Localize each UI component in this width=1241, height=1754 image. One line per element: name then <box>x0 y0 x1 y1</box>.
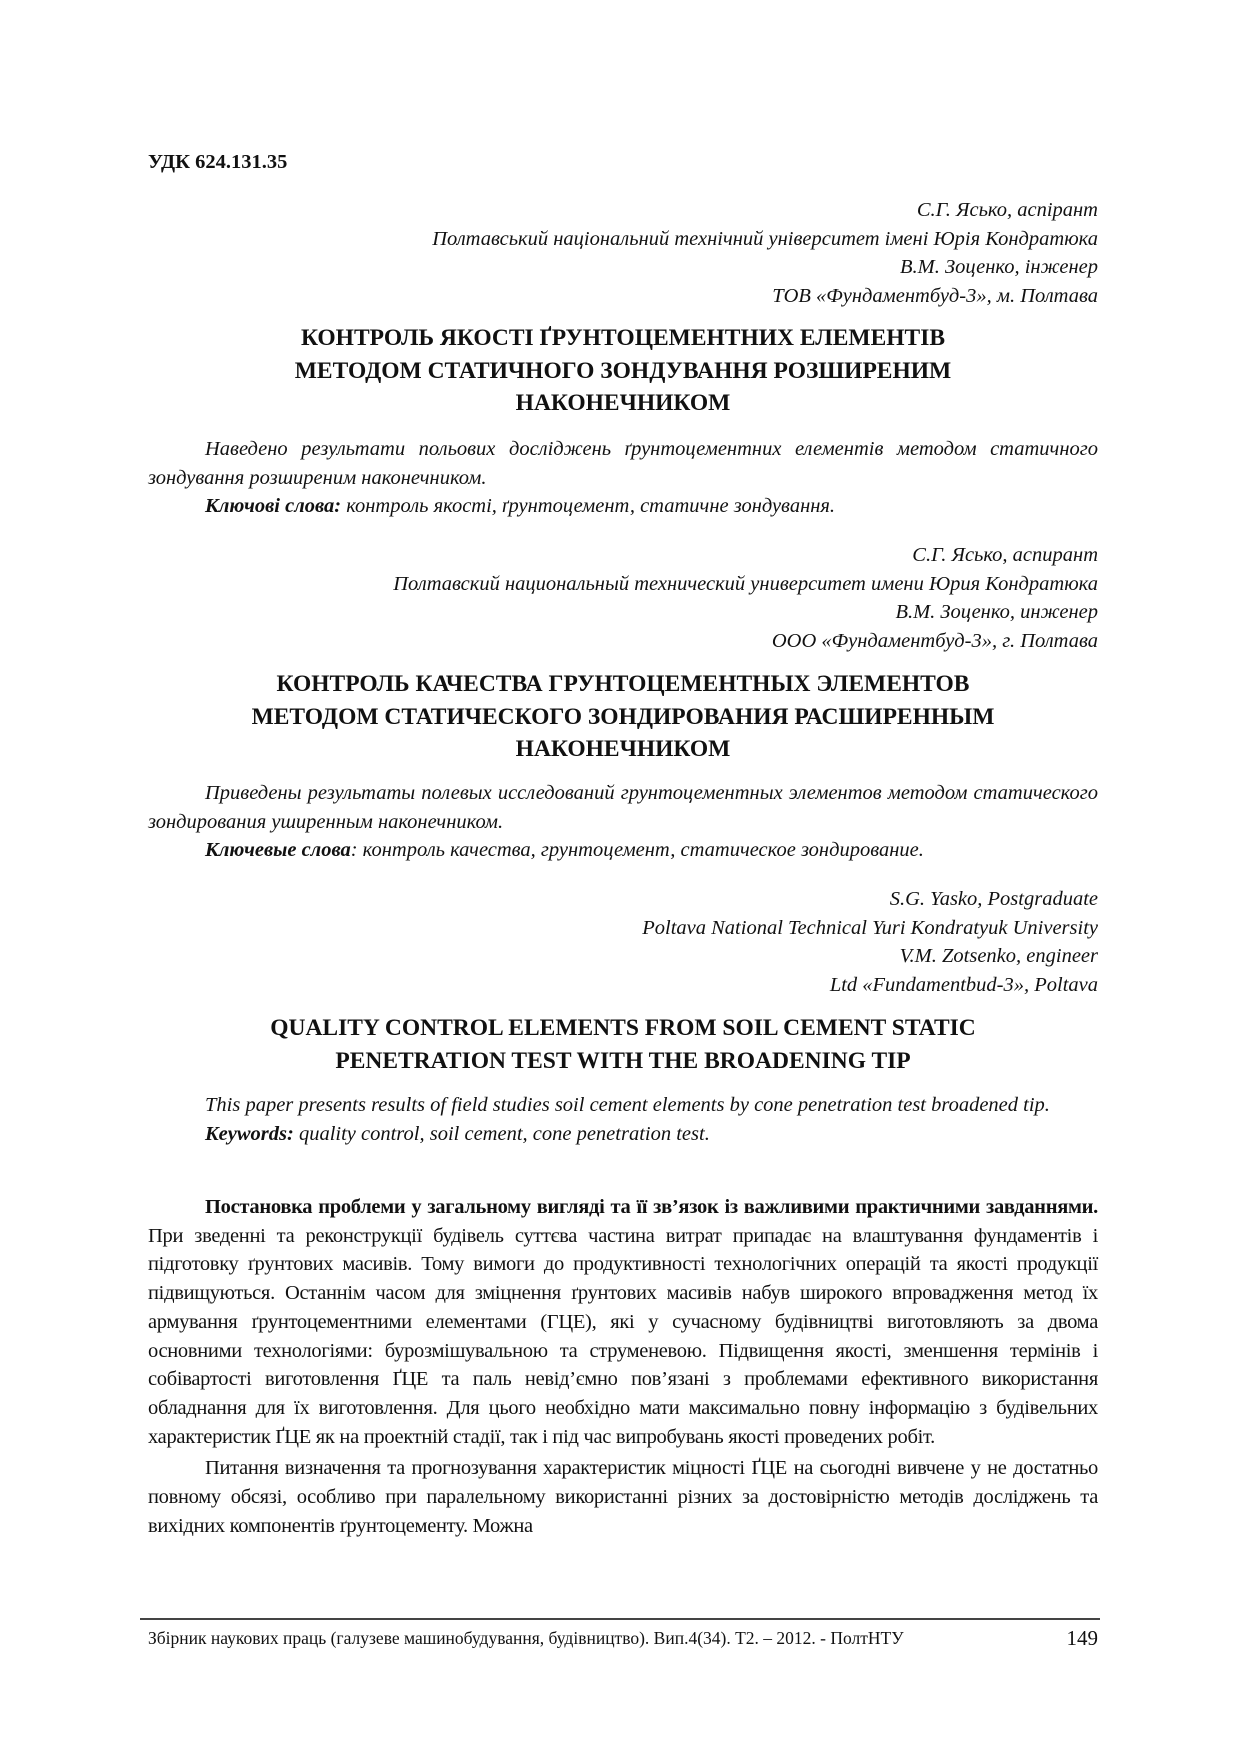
keywords-text: : контроль качества, грунтоцемент, статическое зондирование. <box>350 839 924 862</box>
paragraph-text: При зведенні та реконструкції будівель суттєва частина витрат припадає на влаштування фундаментів і підготовку ґрунтових масивів. Тому вимоги до продуктивності технологічних операцій та якості продукції підвищуються. Останнім часом для зміцнення ґрунтових масивів набув широкого впровадження метод їх армування ґрунтоцементними елементами (ГЦЕ), які у сучасному будівництві виготовляють за двома основними технологіями: бурозмішувальною та струменевою. Підвищення якості, зменшення термінів і собівартості виготовлення ҐЦЕ та паль невід’ємно пов’язані з проблемами ефективного використання обладнання для їх виготовлення. Для цього необхідно мати максимально повну інформацію з будівельних характеристик ҐЦЕ як на проектній стадії, так і під час випробувань якості проведених робіт. <box>148 1224 1098 1448</box>
abstract-en <box>148 1091 1098 1148</box>
title-ru <box>148 668 1098 766</box>
udc-code: УДК 624.131.35 <box>148 151 288 173</box>
title-line: МЕТОДОМ СТАТИЧНОГО ЗОНДУВАННЯ РОЗШИРЕНИМ <box>294 357 952 384</box>
author-line: ТОВ «Фундаментбуд-3», м. Полтава <box>772 285 1098 308</box>
title-en <box>148 1012 1098 1077</box>
journal-citation: Збірник наукових праць (галузеве машинобудування, будівництво). Вип.4(34). Т2. – 2012. - ПолтНТУ <box>148 1628 904 1648</box>
keywords-text: контроль якості, ґрунтоцемент, статичне зондування. <box>341 495 836 518</box>
paragraph <box>148 1193 1098 1451</box>
keywords-label: Keywords: <box>205 1122 294 1145</box>
title-line: КОНТРОЛЬ КАЧЕСТВА ГРУНТОЦЕМЕНТНЫХ ЭЛЕМЕНТОВ <box>276 671 970 697</box>
title-line: QUALITY CONTROL ELEMENTS FROM SOIL CEMENT STATIC <box>270 1015 976 1041</box>
title-line: МЕТОДОМ СТАТИЧЕСКОГО ЗОНДИРОВАНИЯ РАСШИРЕННЫМ <box>251 703 995 730</box>
author-line: ООО «Фундаментбуд-3», г. Полтава <box>771 630 1098 653</box>
author-line: В.М. Зоценко, инженер <box>895 601 1098 624</box>
title-line: НАКОНЕЧНИКОМ <box>515 390 731 416</box>
author-line: Полтавский национальный технический университет имени Юрия Кондратюка <box>393 572 1098 595</box>
footer-divider <box>140 1618 1100 1620</box>
abstract-ru <box>148 779 1098 865</box>
keywords-label: Ключові слова: <box>205 495 342 518</box>
abstract-text: Наведено результати польових досліджень ґрунтоцементних елементів методом статичного зондування розширеним наконечником. <box>148 438 1098 489</box>
author-line: Poltava National Technical Yuri Kondratyuk University <box>642 916 1098 939</box>
title-line: КОНТРОЛЬ ЯКОСТІ ҐРУНТОЦЕМЕНТНИХ ЕЛЕМЕНТІВ <box>300 325 946 351</box>
authors-en <box>148 885 1098 1000</box>
abstract-uk <box>148 435 1098 521</box>
paragraph: Питання визначення та прогнозування характеристик міцності ҐЦЕ на сьогодні вивчене у не достатньо повному обсязі, особливо при паралельному використанні різних за достовірністю методів досліджень та вихідних компонентів ґрунтоцементу. Можна <box>148 1457 1098 1537</box>
body-text <box>148 1193 1098 1540</box>
authors-uk <box>148 196 1098 311</box>
keywords-label: Ключевые слова <box>205 839 351 862</box>
authors-ru <box>148 541 1098 656</box>
title-line: НАКОНЕЧНИКОМ <box>515 736 731 762</box>
title-line: PENETRATION TEST WITH THE BROADENING TIP <box>335 1047 911 1074</box>
author-line: Ltd «Fundamentbud-3», Poltava <box>829 974 1098 997</box>
author-line: С.Г. Ясько, аспирант <box>912 544 1098 566</box>
author-line: V.M. Zotsenko, engineer <box>899 945 1098 968</box>
author-line: S.G. Yasko, Postgraduate <box>889 888 1098 910</box>
author-line: С.Г. Ясько, аспірант <box>916 199 1098 221</box>
abstract-text: This paper presents results of field studies soil cement elements by cone penetration test broadened tip. <box>205 1094 1050 1116</box>
page-number: 149 <box>1066 1626 1098 1650</box>
abstract-text: Приведены результаты полевых исследований грунтоцементных элементов методом статического зондирования уширенным наконечником. <box>148 782 1098 833</box>
keywords-text: quality control, soil cement, cone penetration test. <box>293 1122 710 1145</box>
title-uk <box>148 322 1098 420</box>
author-line: Полтавський національний технічний університет імені Юрія Кондратюка <box>432 227 1098 250</box>
page-footer <box>148 1624 1098 1653</box>
author-line: В.М. Зоценко, інженер <box>900 256 1098 279</box>
section-heading: Постановка проблеми у загальному вигляді та її зв’язок із важливими практичними завданнями. <box>205 1196 1098 1218</box>
